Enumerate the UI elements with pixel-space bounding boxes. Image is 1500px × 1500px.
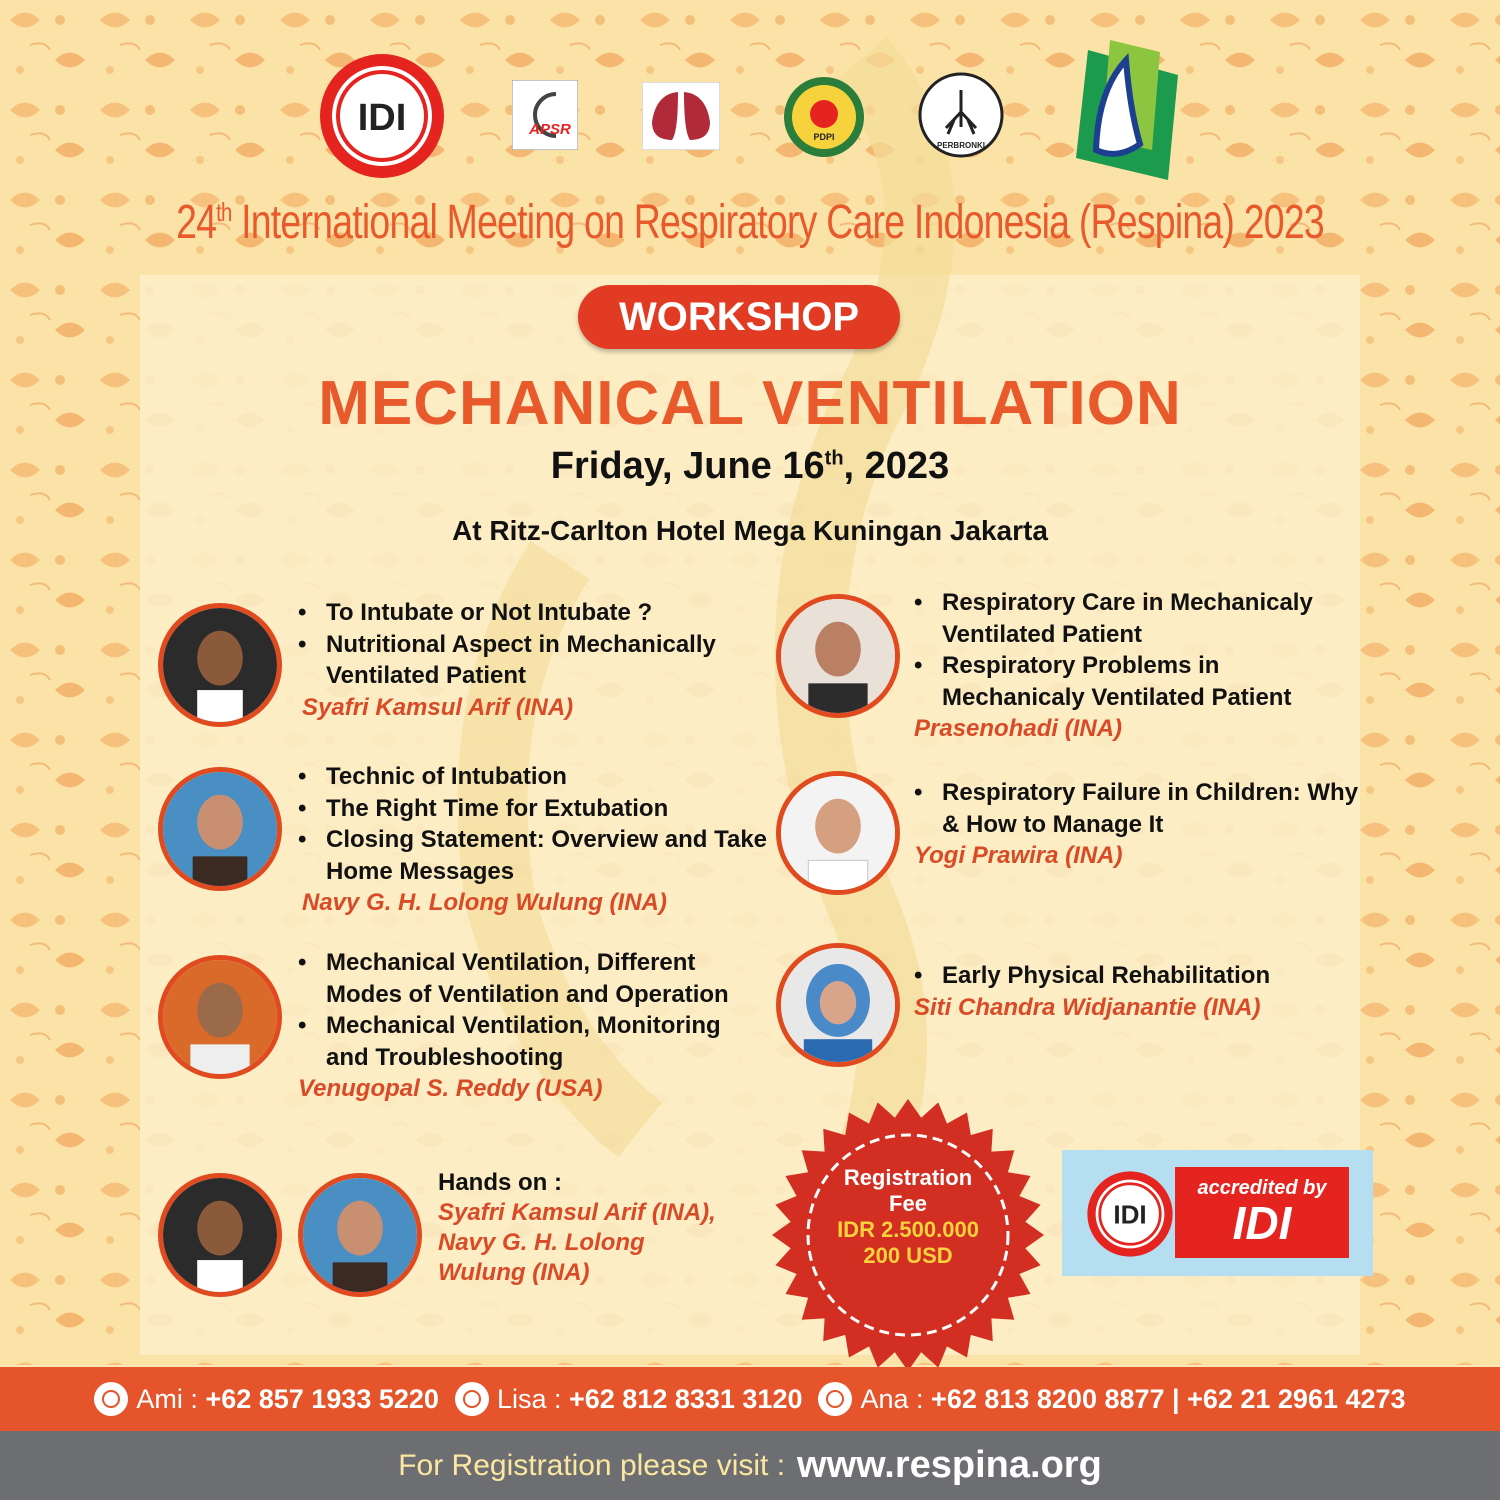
accredited-by-idi <box>1175 1167 1349 1258</box>
speaker-name: Yogi Prawira (INA) <box>914 842 1123 869</box>
session-topic: • Technic of Intubation <box>298 761 768 793</box>
perbronki-logo <box>918 72 1004 158</box>
session-prasenohadi <box>914 587 1364 745</box>
idi-small-logo-text: IDI <box>1113 1199 1147 1230</box>
contact-name: Ami : <box>136 1383 198 1414</box>
session-navy <box>298 761 768 919</box>
speaker-name: Prasenohadi (INA) <box>914 715 1123 742</box>
footer-label: For Registration please visit : <box>398 1448 786 1482</box>
event-number: 24 <box>176 196 217 249</box>
apsr-logo <box>512 80 578 150</box>
idi-logo <box>318 52 446 180</box>
hands-on-speaker: Navy G. H. Lolong <box>438 1229 645 1256</box>
speaker-photo-siti <box>776 943 900 1067</box>
topic-title: MECHANICAL VENTILATION <box>318 369 1182 438</box>
event-venue: At Ritz-Carlton Hotel Mega Kuningan Jakarta <box>452 515 1048 546</box>
fee-usd: 200 USD <box>863 1243 953 1268</box>
session-topic: • Early Physical Rehabilitation <box>914 960 1364 992</box>
idi-small-logo <box>1086 1170 1174 1258</box>
pdpi-logo-text: PDPI <box>813 132 835 142</box>
contact-lisa[interactable] <box>455 1382 803 1416</box>
respina-logo <box>1068 40 1184 190</box>
session-topics <box>298 761 768 887</box>
contact-number: +62 813 8200 8877 | +62 21 2961 4273 <box>931 1383 1406 1414</box>
registration-label: Registration <box>843 1165 973 1190</box>
date-text: Friday, June 16 <box>550 445 825 487</box>
speaker-photo-navy <box>158 767 282 891</box>
contact-name: Ana : <box>860 1383 924 1414</box>
workshop-badge: WORKSHOP <box>578 285 900 349</box>
speaker-photo-yogi <box>776 771 900 895</box>
event-title <box>165 195 1335 250</box>
pdpi-logo <box>783 76 865 158</box>
session-syafri <box>298 597 768 723</box>
lungs-logo <box>642 82 720 150</box>
session-topics <box>298 947 748 1073</box>
hands-on <box>438 1168 716 1288</box>
idi-logo-text: IDI <box>357 97 407 139</box>
session-topic: • Mechanical Ventilation, Different Modes of Ventilation and Operation <box>298 947 748 1010</box>
session-topic: • Respiratory Care in Mechanicaly Ventilated Patient <box>914 587 1364 650</box>
session-topics <box>914 587 1364 713</box>
speaker-name: Siti Chandra Widjanantie (INA) <box>914 993 1261 1021</box>
fee-idr: IDR 2.500.000 <box>837 1217 979 1242</box>
session-yogi <box>914 777 1364 872</box>
contact-ami[interactable] <box>94 1382 439 1416</box>
contact-name: Lisa : <box>496 1383 562 1414</box>
speaker-photo-venugopal <box>158 955 282 1079</box>
apsr-logo-text: APSR <box>529 121 571 138</box>
session-topic: • Mechanical Ventilation, Monitoring and Troubleshooting <box>298 1010 748 1073</box>
event-number-suffix: th <box>216 197 232 227</box>
session-topics <box>914 777 1364 840</box>
speaker-photo-prasenohadi <box>776 594 900 718</box>
contact-bar <box>0 1367 1500 1431</box>
perbronki-logo-text: PERBRONKI <box>936 141 986 150</box>
hands-on-speaker: Syafri Kamsul Arif (INA), <box>438 1199 716 1226</box>
contact-number: +62 812 8331 3120 <box>569 1383 803 1414</box>
registration-fee <box>808 1165 1008 1269</box>
session-topic: • Nutritional Aspect in Mechanically Ventilated Patient <box>298 629 768 692</box>
contact-number: +62 857 1933 5220 <box>205 1383 439 1414</box>
date-year: , 2023 <box>843 445 950 487</box>
hands-on-label: Hands on : <box>438 1169 562 1196</box>
event-title-text: International Meeting on Respiratory Care Indonesia (Respina) 2023 <box>241 196 1324 249</box>
event-date <box>0 445 1500 488</box>
whatsapp-icon <box>818 1382 852 1416</box>
session-topics <box>298 597 768 692</box>
accredited-label: accredited by <box>1197 1177 1327 1199</box>
session-venugopal <box>298 947 748 1105</box>
handson-photo-navy <box>298 1173 422 1297</box>
registration-link[interactable]: www.respina.org <box>797 1444 1102 1486</box>
accredited-body: IDI <box>1232 1197 1292 1249</box>
speaker-name: Venugopal S. Reddy (USA) <box>298 1075 603 1102</box>
speaker-name: Syafri Kamsul Arif (INA) <box>302 693 574 721</box>
session-topic: • Respiratory Failure in Children: Why & How to Manage It <box>914 777 1364 840</box>
date-suffix: th <box>824 447 844 470</box>
fee-label: Fee <box>889 1191 927 1216</box>
session-topics <box>914 960 1364 992</box>
handson-photo-syafri <box>158 1173 282 1297</box>
session-topic: • Closing Statement: Overview and Take Home Messages <box>298 824 768 887</box>
contact-ana[interactable] <box>818 1382 1405 1416</box>
speaker-photo-syafri <box>158 603 282 727</box>
speaker-name: Navy G. H. Lolong Wulung (INA) <box>302 889 667 916</box>
session-topic: • The Right Time for Extubation <box>298 793 768 825</box>
hands-on-speaker: Wulung (INA) <box>438 1259 590 1286</box>
footer <box>0 1431 1500 1500</box>
session-topic: • To Intubate or Not Intubate ? <box>298 597 768 629</box>
whatsapp-icon <box>455 1382 489 1416</box>
whatsapp-icon <box>94 1382 128 1416</box>
session-siti <box>914 960 1364 1023</box>
session-topic: • Respiratory Problems in Mechanicaly Ventilated Patient <box>914 650 1364 713</box>
